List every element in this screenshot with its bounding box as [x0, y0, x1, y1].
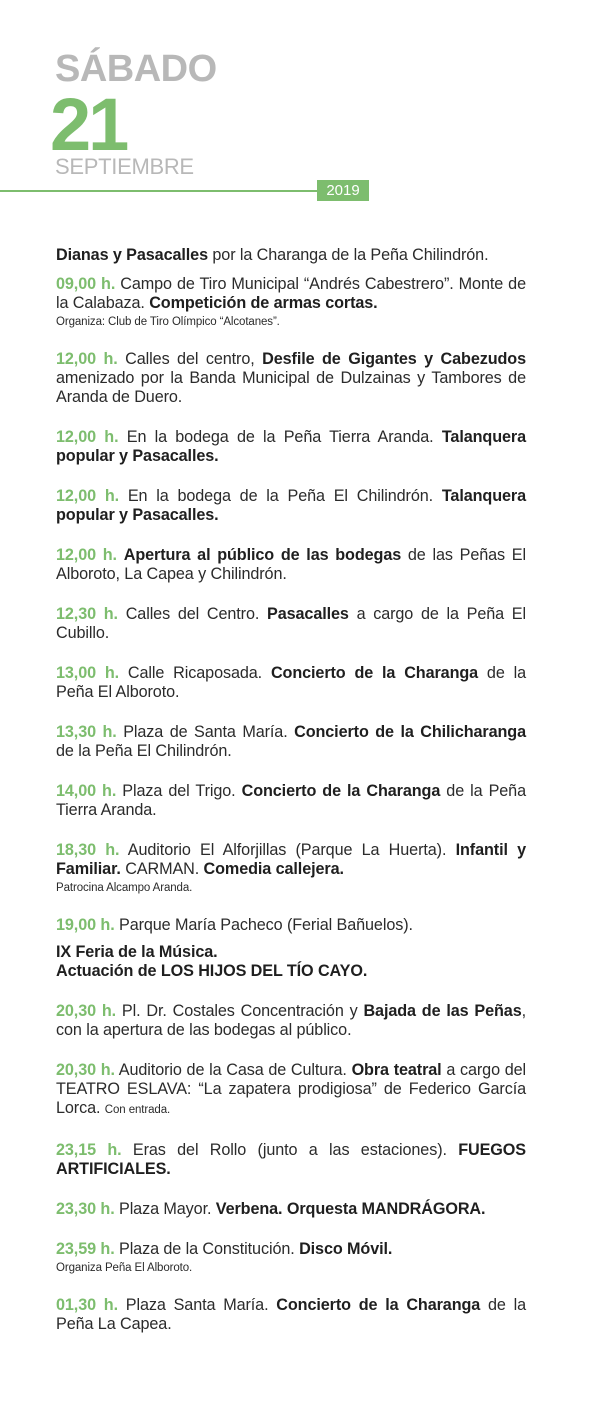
divider-line [0, 190, 318, 192]
year-badge: 2019 [317, 180, 369, 201]
event-title: Verbena. Orquesta MANDRÁGORA. [215, 1200, 486, 1218]
event-item [56, 1002, 526, 1040]
event-text: Calles del Centro. [117, 605, 268, 623]
event-time: 12,00 h. [56, 428, 119, 446]
event-item [56, 275, 526, 329]
event-item [56, 350, 526, 407]
event-time: 23,30 h. [56, 1200, 115, 1218]
event-note: Organiza: Club de Tiro Olímpico “Alcotanes”. [56, 316, 280, 328]
event-time: 23,15 h. [56, 1141, 122, 1159]
event-note: Organiza Peña El Alboroto. [56, 1262, 193, 1274]
event-title: Talanquera popular y Pasacalles. [56, 487, 527, 524]
event-text: Plaza de la Constitución. [114, 1240, 300, 1258]
event-time: 12,00 h. [56, 546, 117, 564]
event-text: Parque María Pacheco (Ferial Bañuelos). [114, 916, 413, 934]
event-item [56, 841, 526, 895]
event-text: Plaza del Trigo. [116, 782, 242, 800]
event-item [56, 664, 526, 702]
event-note: Con entrada. [104, 1104, 171, 1116]
event-title: Concierto de la Chilicharanga [294, 723, 527, 741]
event-time: 18,30 h. [56, 841, 120, 859]
event-title: Pasacalles [267, 605, 349, 623]
event-text: Plaza Santa María. [118, 1296, 277, 1314]
event-title: FUEGOS ARTIFICIALES. [56, 1141, 526, 1178]
event-text: Plaza de Santa María. [116, 723, 295, 741]
event-text: , con la apertura de las bodegas al público. [56, 1002, 527, 1039]
event-text: de la Peña El Alboroto. [56, 664, 527, 701]
month-name: SEPTIEMBRE [55, 154, 194, 179]
event-item [56, 605, 526, 643]
event-text: En la bodega de la Peña El Chilindrón. [119, 487, 442, 505]
page-header [0, 0, 600, 215]
event-text: por la Charanga de la Peña Chilindrón. [208, 246, 489, 264]
event-time: 20,30 h. [56, 1061, 115, 1079]
event-text: En la bodega de la Peña Tierra Aranda. [118, 428, 442, 446]
event-title: Comedia callejera. [203, 860, 344, 878]
event-title: Actuación de LOS HIJOS DEL TÍO CAYO. [56, 962, 368, 980]
event-list [56, 246, 526, 1355]
event-text: de la Peña La Capea. [56, 1296, 526, 1333]
event-item [56, 943, 526, 981]
event-text: de las Peñas El Alboroto, La Capea y Chilindrón. [56, 546, 526, 583]
event-item [56, 487, 526, 525]
event-item [56, 723, 526, 761]
event-text: Eras del Rollo (junto a las estaciones). [121, 1141, 459, 1159]
event-time: 01,30 h. [56, 1296, 118, 1314]
event-title: Desfile de Gigantes y Cabezudos [262, 350, 526, 368]
event-item [56, 1141, 526, 1179]
event-text: a cargo de la Peña El Cubillo. [56, 605, 526, 642]
event-title: Concierto de la Charanga [276, 1296, 481, 1314]
event-title: Dianas y Pasacalles [56, 246, 208, 264]
event-text: amenizado por la Banda Municipal de Dulzainas y Tambores de Aranda de Duero. [56, 369, 526, 406]
event-time: 12,30 h. [56, 605, 118, 623]
event-text: de la Peña Tierra Aranda. [56, 782, 526, 819]
event-text: de la Peña El Chilindrón. [56, 742, 232, 760]
event-title: Competición de armas cortas. [149, 294, 378, 312]
event-item [56, 1240, 526, 1275]
event-time: 20,30 h. [56, 1002, 117, 1020]
event-item [56, 916, 526, 935]
event-text: Plaza Mayor. [114, 1200, 216, 1218]
event-time: 12,00 h. [56, 487, 120, 505]
event-item [56, 546, 526, 584]
event-text: Auditorio El Alforjillas (Parque La Huerta). [119, 841, 456, 859]
event-title: Concierto de la Charanga [241, 782, 441, 800]
event-title: Infantil y Familiar. [56, 841, 527, 878]
event-text: CARMAN. [120, 860, 204, 878]
event-text: a cargo del TEATRO ESLAVA: “La zapatera prodigiosa” de Federico García Lorca. [56, 1061, 527, 1117]
event-time: 12,00 h. [56, 350, 118, 368]
event-time: 19,00 h. [56, 916, 115, 934]
event-text: Pl. Dr. Costales Concentración y [116, 1002, 364, 1020]
event-time: 14,00 h. [56, 782, 117, 800]
day-number: 21 [50, 83, 127, 166]
event-item [56, 1061, 526, 1120]
event-title: Talanquera popular y Pasacalles. [56, 428, 526, 465]
event-title: Apertura al público de las bodegas [123, 546, 402, 564]
event-item [56, 246, 526, 265]
event-item [56, 1200, 526, 1219]
event-item [56, 428, 526, 466]
event-text: Campo de Tiro Municipal “Andrés Cabestrero”. Monte de la Calabaza. [56, 275, 526, 312]
event-text: Calles del centro, [117, 350, 263, 368]
event-item [56, 782, 526, 820]
event-time: 23,59 h. [56, 1240, 115, 1258]
event-time: 13,00 h. [56, 664, 120, 682]
day-name: SÁBADO [55, 48, 217, 90]
event-text: Auditorio de la Casa de Cultura. [114, 1061, 352, 1079]
event-text [117, 546, 124, 564]
event-text: Calle Ricaposada. [119, 664, 271, 682]
event-title: Bajada de las Peñas [363, 1002, 522, 1020]
event-title: Obra teatral [351, 1061, 442, 1079]
event-item [56, 1296, 526, 1334]
event-time: 09,00 h. [56, 275, 116, 293]
event-time: 13,30 h. [56, 723, 117, 741]
event-note: Patrocina Alcampo Aranda. [56, 882, 193, 894]
event-title: Disco Móvil. [299, 1240, 393, 1258]
event-title: Concierto de la Charanga [270, 664, 479, 682]
event-title: IX Feria de la Música. [56, 943, 218, 961]
